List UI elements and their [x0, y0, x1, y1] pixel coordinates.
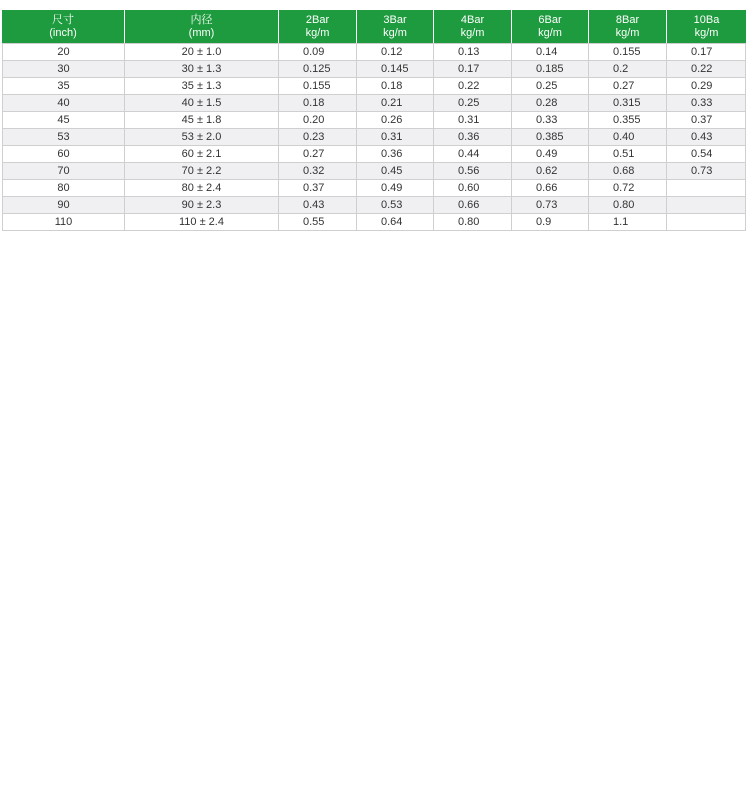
header-unit: (mm) [188, 26, 215, 39]
table-cell-3bar: 0.53 [357, 197, 434, 214]
table-cell-8bar: 0.2 [589, 61, 667, 78]
table-cell-3bar: 0.45 [357, 163, 434, 180]
header-label: 10Ba [693, 13, 720, 26]
table-cell-8bar: 0.68 [589, 163, 667, 180]
table-cell-size: 35 [2, 78, 125, 95]
table-cell-4bar: 0.22 [434, 78, 512, 95]
header-unit: kg/m [538, 26, 562, 39]
table-cell-4bar: 0.31 [434, 112, 512, 129]
header-unit: kg/m [383, 26, 407, 39]
header-cell-2bar [279, 10, 357, 43]
table-cell-inner-diameter: 35 ± 1.3 [125, 78, 279, 95]
table-cell-inner-diameter: 30 ± 1.3 [125, 61, 279, 78]
table-cell-inner-diameter: 70 ± 2.2 [125, 163, 279, 180]
table-cell-2bar: 0.27 [279, 146, 357, 163]
header-label: 6Bar [538, 13, 562, 26]
header-unit: kg/m [615, 26, 640, 39]
table-cell-8bar: 0.40 [589, 129, 667, 146]
table-row [2, 129, 746, 146]
table-cell-2bar: 0.125 [279, 61, 357, 78]
table-cell-8bar: 0.27 [589, 78, 667, 95]
table-cell-4bar: 0.17 [434, 61, 512, 78]
table-cell-4bar: 0.13 [434, 43, 512, 61]
table-row [2, 43, 746, 61]
table-row [2, 197, 746, 214]
header-unit: (inch) [49, 26, 77, 39]
table-cell-4bar: 0.80 [434, 214, 512, 231]
table-cell-6bar: 0.66 [512, 180, 589, 197]
header-cell-8bar [589, 10, 667, 43]
header-label: 尺寸 [52, 13, 74, 26]
table-cell-6bar: 0.385 [512, 129, 589, 146]
table-cell-10bar: 0.73 [667, 163, 746, 180]
header-cell-3bar [357, 10, 434, 43]
table-cell-6bar: 0.14 [512, 43, 589, 61]
table-row [2, 146, 746, 163]
table-cell-size: 80 [2, 180, 125, 197]
table-cell-8bar: 0.51 [589, 146, 667, 163]
table-cell-3bar: 0.64 [357, 214, 434, 231]
table-cell-inner-diameter: 40 ± 1.5 [125, 95, 279, 112]
table-cell-2bar: 0.20 [279, 112, 357, 129]
table-row [2, 112, 746, 129]
hose-weight-spec-table [2, 10, 746, 231]
table-cell-size: 60 [2, 146, 125, 163]
table-cell-3bar: 0.36 [357, 146, 434, 163]
table-cell-inner-diameter: 90 ± 2.3 [125, 197, 279, 214]
table-cell-4bar: 0.25 [434, 95, 512, 112]
table-row [2, 163, 746, 180]
table-cell-10bar [667, 197, 746, 214]
table-cell-8bar: 0.315 [589, 95, 667, 112]
table-cell-2bar: 0.155 [279, 78, 357, 95]
table-cell-10bar: 0.22 [667, 61, 746, 78]
table-cell-inner-diameter: 60 ± 2.1 [125, 146, 279, 163]
header-cell-10bar [667, 10, 746, 43]
table-cell-4bar: 0.66 [434, 197, 512, 214]
table-cell-2bar: 0.23 [279, 129, 357, 146]
table-cell-8bar: 0.155 [589, 43, 667, 61]
header-label: 3Bar [383, 13, 407, 26]
table-cell-6bar: 0.49 [512, 146, 589, 163]
table-cell-6bar: 0.73 [512, 197, 589, 214]
table-row [2, 78, 746, 95]
table-cell-4bar: 0.36 [434, 129, 512, 146]
table-cell-8bar: 0.80 [589, 197, 667, 214]
header-unit: kg/m [694, 26, 719, 39]
table-cell-inner-diameter: 20 ± 1.0 [125, 43, 279, 61]
header-unit: kg/m [460, 26, 485, 39]
table-cell-2bar: 0.37 [279, 180, 357, 197]
table-cell-inner-diameter: 45 ± 1.8 [125, 112, 279, 129]
table-cell-3bar: 0.12 [357, 43, 434, 61]
table-cell-6bar: 0.33 [512, 112, 589, 129]
table-cell-10bar [667, 180, 746, 197]
table-cell-size: 110 [2, 214, 125, 231]
header-label: 4Bar [460, 13, 485, 26]
table-cell-6bar: 0.25 [512, 78, 589, 95]
table-cell-2bar: 0.55 [279, 214, 357, 231]
table-cell-10bar [667, 214, 746, 231]
table-cell-inner-diameter: 110 ± 2.4 [125, 214, 279, 231]
table-cell-3bar: 0.26 [357, 112, 434, 129]
table-cell-size: 45 [2, 112, 125, 129]
table-cell-size: 53 [2, 129, 125, 146]
header-label: 8Bar [615, 13, 640, 26]
table-row [2, 214, 746, 231]
table-cell-10bar: 0.17 [667, 43, 746, 61]
table-cell-6bar: 0.28 [512, 95, 589, 112]
table-cell-size: 30 [2, 61, 125, 78]
table-cell-size: 40 [2, 95, 125, 112]
table-cell-8bar: 1.1 [589, 214, 667, 231]
header-cell-4bar [434, 10, 512, 43]
table-cell-6bar: 0.62 [512, 163, 589, 180]
table-cell-3bar: 0.49 [357, 180, 434, 197]
table-cell-10bar: 0.43 [667, 129, 746, 146]
spec-table-container [2, 10, 746, 231]
table-cell-8bar: 0.72 [589, 180, 667, 197]
table-cell-3bar: 0.18 [357, 78, 434, 95]
header-label: 内径 [190, 13, 213, 26]
table-cell-2bar: 0.09 [279, 43, 357, 61]
table-cell-inner-diameter: 53 ± 2.0 [125, 129, 279, 146]
table-cell-4bar: 0.56 [434, 163, 512, 180]
table-cell-3bar: 0.21 [357, 95, 434, 112]
header-cell-inner-diameter [125, 10, 279, 43]
table-cell-size: 70 [2, 163, 125, 180]
table-cell-6bar: 0.9 [512, 214, 589, 231]
table-cell-8bar: 0.355 [589, 112, 667, 129]
header-label: 2Bar [305, 13, 330, 26]
table-cell-size: 20 [2, 43, 125, 61]
table-cell-6bar: 0.185 [512, 61, 589, 78]
table-body [2, 43, 746, 231]
header-row [2, 10, 746, 43]
table-cell-2bar: 0.18 [279, 95, 357, 112]
table-cell-4bar: 0.44 [434, 146, 512, 163]
table-row [2, 61, 746, 78]
table-cell-10bar: 0.29 [667, 78, 746, 95]
table-cell-10bar: 0.37 [667, 112, 746, 129]
table-cell-3bar: 0.145 [357, 61, 434, 78]
table-cell-2bar: 0.32 [279, 163, 357, 180]
table-cell-size: 90 [2, 197, 125, 214]
table-header [2, 10, 746, 43]
table-cell-4bar: 0.60 [434, 180, 512, 197]
table-row [2, 180, 746, 197]
table-cell-2bar: 0.43 [279, 197, 357, 214]
table-cell-3bar: 0.31 [357, 129, 434, 146]
header-cell-6bar [512, 10, 589, 43]
table-cell-10bar: 0.33 [667, 95, 746, 112]
table-cell-10bar: 0.54 [667, 146, 746, 163]
header-cell-size [2, 10, 125, 43]
table-row [2, 95, 746, 112]
table-cell-inner-diameter: 80 ± 2.4 [125, 180, 279, 197]
header-unit: kg/m [305, 26, 330, 39]
